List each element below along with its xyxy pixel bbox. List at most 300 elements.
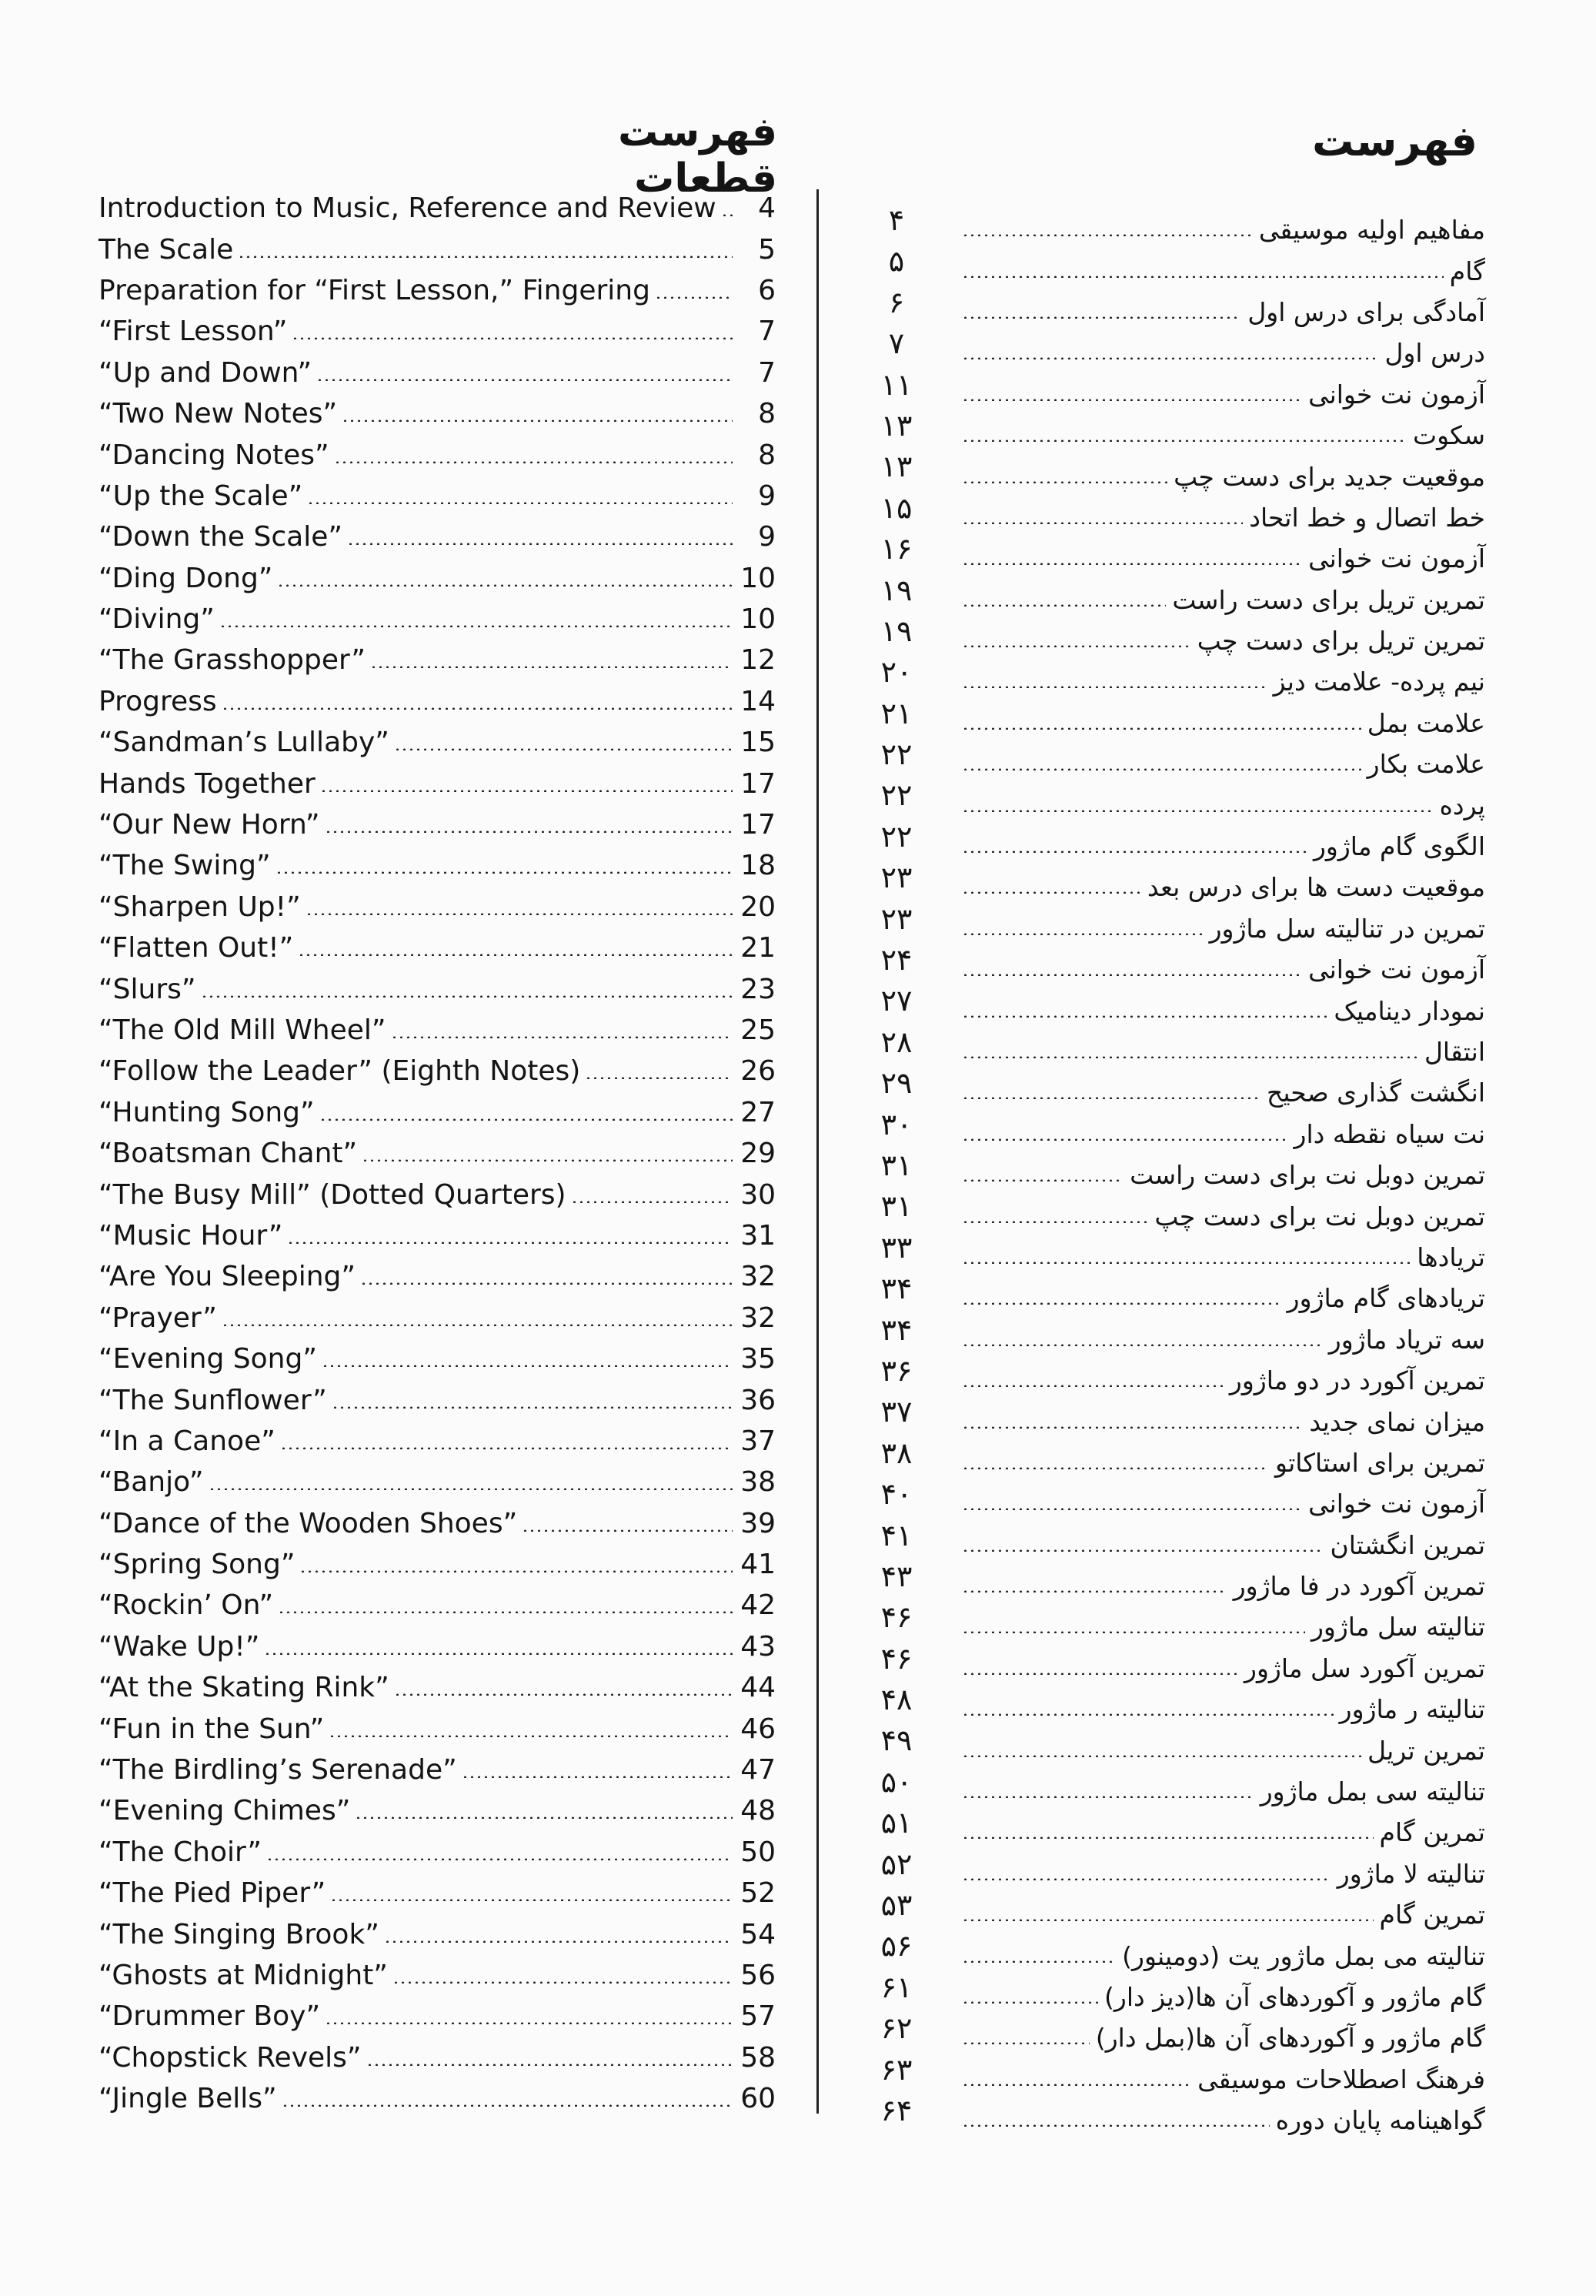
dot-leader — [391, 1036, 733, 1038]
index-entry-title: نیم پرده- علامت دیز — [1273, 667, 1485, 697]
index-entry-title: انتقال — [1424, 1037, 1485, 1067]
index-entry-title: درس اول — [1384, 338, 1485, 369]
piece-page-number: 60 — [740, 2083, 776, 2115]
piece-entry — [98, 1626, 776, 1667]
index-entry-title: موقعیت دست ها برای درس بعد — [1147, 872, 1485, 903]
piece-title: “Two New Notes” — [98, 398, 338, 430]
piece-page-number: 7 — [758, 316, 776, 348]
piece-page-number: 57 — [740, 2000, 776, 2033]
piece-title: “Sharpen Up!” — [98, 891, 301, 923]
piece-title: “Rockin’ On” — [98, 1589, 274, 1622]
index-page-number: ۶۱ — [880, 1970, 913, 2004]
dot-leader — [298, 954, 733, 956]
index-entry-title: پرده — [1439, 790, 1485, 820]
index-page-number: ۶۲ — [880, 2011, 913, 2046]
dot-leader — [394, 1693, 733, 1696]
index-page-number: ۲۷ — [880, 984, 913, 1018]
dot-leader — [721, 214, 733, 216]
index-entry-title: تریادها — [1417, 1242, 1485, 1272]
piece-page-number: 39 — [740, 1507, 776, 1539]
index-entry — [962, 2017, 1485, 2058]
index-entry-title: تمرین آکورد در فا ماژور — [1233, 1571, 1485, 1602]
index-entry-title: تنالیته سل ماژور — [1311, 1612, 1485, 1643]
dot-leader — [962, 1056, 1418, 1058]
index-page-number: ۶۴ — [880, 2093, 913, 2127]
index-entry — [962, 1483, 1485, 1524]
index-entry — [962, 1853, 1485, 1894]
piece-page-number: 47 — [740, 1754, 776, 1786]
index-entry — [962, 1730, 1485, 1770]
piece-title: “Banjo” — [98, 1466, 204, 1499]
dot-leader — [366, 2064, 733, 2066]
piece-title: Progress — [98, 685, 217, 717]
index-entry-title: تمرین آکورد سل ماژور — [1244, 1653, 1485, 1683]
dot-leader — [962, 1673, 1238, 1675]
piece-title: “Our New Horn” — [98, 809, 320, 841]
piece-entry — [98, 1832, 776, 1873]
dot-leader — [347, 543, 733, 545]
piece-title: “Flatten Out!” — [98, 932, 294, 964]
dot-leader — [330, 1899, 733, 1901]
dot-leader — [394, 748, 733, 750]
piece-entry — [98, 229, 776, 269]
index-entry — [962, 250, 1485, 291]
index-page-number: ۴۶ — [880, 1641, 913, 1676]
index-entry — [962, 497, 1485, 538]
piece-entry — [98, 1338, 776, 1379]
dot-leader — [962, 1549, 1324, 1552]
piece-title: “Prayer” — [98, 1302, 217, 1334]
dot-leader — [962, 891, 1141, 894]
index-page-number: ۳۱ — [880, 1148, 913, 1182]
index-page-number: ۳۷ — [880, 1395, 913, 1429]
index-page-number: ۴۰ — [880, 1477, 913, 1512]
index-entry-title: آزمون نت خوانی — [1308, 1489, 1485, 1519]
piece-page-number: 52 — [740, 1877, 776, 1910]
dot-leader — [962, 481, 1167, 483]
index-entry-title: تریادهای گام ماژور — [1287, 1283, 1485, 1314]
dot-leader — [962, 1755, 1361, 1757]
dot-leader — [962, 1878, 1331, 1880]
index-page-number: ۵۲ — [880, 1846, 913, 1881]
index-page-number: ۲۲ — [880, 819, 913, 854]
index-entry-title: آزمون نت خوانی — [1308, 543, 1485, 574]
dot-leader — [962, 727, 1361, 730]
piece-entry — [98, 927, 776, 968]
piece-entry — [98, 968, 776, 1009]
piece-page-number: 6 — [758, 274, 776, 306]
dot-leader — [462, 1776, 733, 1778]
index-entry-title: تمرین دوبل نت برای دست راست — [1130, 1160, 1485, 1191]
piece-title: “Chopstick Revels” — [98, 2041, 362, 2074]
piece-title: “The Singing Brook” — [98, 1918, 379, 1950]
index-entry-title: تنالیته لا ماژور — [1337, 1858, 1485, 1889]
index-page-number: ۳۱ — [880, 1189, 913, 1224]
piece-title: “Jingle Bells” — [98, 2083, 277, 2115]
piece-page-number: 4 — [758, 192, 776, 225]
dot-leader — [287, 1242, 733, 1244]
dot-leader — [962, 810, 1434, 812]
dot-leader — [962, 234, 1253, 236]
dot-leader — [264, 1653, 733, 1655]
dot-leader — [962, 974, 1302, 976]
piece-title: “Spring Song” — [98, 1549, 295, 1581]
piece-entry — [98, 1708, 776, 1749]
dot-leader — [962, 1919, 1374, 1921]
dot-leader — [962, 686, 1267, 688]
piece-title: “Music Hour” — [98, 1219, 283, 1252]
piece-entry — [98, 763, 776, 804]
index-entry — [962, 1648, 1485, 1689]
piece-page-number: 18 — [740, 850, 776, 882]
index-entry-title: مفاهیم اولیه موسیقی — [1258, 215, 1485, 246]
index-entry-title: گواهینامه پایان دوره — [1275, 2105, 1485, 2136]
index-entry — [962, 374, 1485, 415]
dot-leader — [962, 1960, 1116, 1963]
index-entry-title: تمرین تریل — [1367, 1735, 1485, 1766]
index-entry-title: تنالیته ر ماژور — [1339, 1694, 1485, 1725]
index-entry — [962, 1319, 1485, 1360]
piece-title: “Fun in the Sun” — [98, 1713, 325, 1745]
dot-leader — [962, 2042, 1090, 2044]
index-entry-title: گام ماژور و آکوردهای آن ها(بمل دار) — [1095, 2023, 1485, 2054]
dot-leader — [222, 707, 733, 710]
index-page-number: ۱۶ — [880, 532, 913, 566]
piece-entry — [98, 476, 776, 516]
dot-leader — [342, 419, 733, 422]
piece-page-number: 23 — [740, 973, 776, 1005]
dot-leader — [962, 1262, 1411, 1264]
piece-page-number: 26 — [740, 1055, 776, 1088]
dot-leader — [360, 1282, 733, 1285]
piece-entry — [98, 393, 776, 434]
dot-leader — [329, 1735, 733, 1737]
dot-leader — [962, 1796, 1254, 1798]
piece-entry — [98, 1873, 776, 1913]
index-entry-title: سکوت — [1413, 420, 1485, 451]
dot-leader — [585, 1077, 733, 1079]
index-page-number: ۲۰ — [880, 655, 913, 690]
piece-entry — [98, 1667, 776, 1708]
column-divider — [816, 189, 819, 2114]
piece-title: “Wake Up!” — [98, 1630, 260, 1663]
index-page-number: ۱۳ — [880, 408, 913, 443]
index-entry-title: تمرین گام — [1379, 1817, 1485, 1848]
index-entry — [962, 784, 1485, 825]
dot-leader — [962, 563, 1302, 565]
piece-title: “The Swing” — [98, 850, 271, 882]
piece-page-number: 15 — [740, 727, 776, 759]
index-page-number: ۲۲ — [880, 778, 913, 813]
piece-title: “Boatsman Chant” — [98, 1138, 358, 1170]
piece-entry — [98, 270, 776, 311]
index-entry — [962, 703, 1485, 744]
index-entry — [962, 990, 1485, 1031]
index-page-number: ۵۱ — [880, 1806, 913, 1840]
piece-page-number: 17 — [740, 809, 776, 841]
piece-title: “Diving” — [98, 603, 215, 636]
piece-entry — [98, 1092, 776, 1133]
index-entry — [962, 744, 1485, 784]
index-entry — [962, 209, 1485, 250]
index-entry-title: تمرین آکورد در دو ماژور — [1229, 1365, 1485, 1396]
index-page-number: ۱۹ — [880, 573, 913, 607]
index-entry — [962, 2100, 1485, 2141]
index-entry — [962, 1771, 1485, 1812]
index-entry — [962, 1812, 1485, 1853]
piece-title: “First Lesson” — [98, 316, 288, 348]
index-entry-title: گام — [1449, 256, 1485, 286]
piece-entry — [98, 1010, 776, 1051]
piece-title: “Evening Song” — [98, 1343, 317, 1375]
piece-title: “Are You Sleeping” — [98, 1261, 356, 1293]
piece-title: “Ding Dong” — [98, 562, 273, 594]
index-entry — [962, 2059, 1485, 2100]
dot-leader — [219, 625, 733, 627]
index-entry-title: علامت بمل — [1367, 707, 1485, 738]
piece-page-number: 56 — [740, 1959, 776, 1991]
index-entry-title: گام ماژور و آکوردهای آن ها(دیز دار) — [1104, 1981, 1485, 2012]
piece-page-number: 8 — [758, 398, 776, 430]
dot-leader — [962, 1426, 1303, 1429]
dot-leader — [962, 439, 1407, 442]
index-page-number: ۳۶ — [880, 1353, 913, 1388]
index-entry-title: تمرین دوبل نت برای دست چپ — [1154, 1201, 1485, 1232]
piece-page-number: 21 — [740, 932, 776, 964]
index-entry — [962, 620, 1485, 661]
dot-leader — [962, 2001, 1098, 2004]
index-entry — [962, 1114, 1485, 1155]
dot-leader — [522, 1529, 733, 1532]
piece-page-number: 10 — [740, 603, 776, 636]
piece-entry — [98, 1421, 776, 1462]
dot-leader — [201, 995, 733, 998]
piece-title: “The Busy Mill” (Dotted Quarters) — [98, 1178, 566, 1211]
index-entry-title: انگشت گذاری صحیح — [1267, 1078, 1485, 1108]
piece-title: “Hunting Song” — [98, 1096, 315, 1128]
index-entry — [962, 826, 1485, 867]
piece-entry — [98, 1133, 776, 1174]
dot-leader — [209, 1488, 733, 1490]
index-entry-title: فرهنگ اصطلاحات موسیقی — [1197, 2064, 1485, 2094]
index-entry — [962, 661, 1485, 702]
index-page-number: ۴۸ — [880, 1683, 913, 1717]
piece-page-number: 9 — [758, 480, 776, 512]
dot-leader — [282, 2104, 733, 2107]
index-entry — [962, 1401, 1485, 1442]
piece-entry — [98, 1996, 776, 2037]
piece-page-number: 36 — [740, 1384, 776, 1416]
piece-entry — [98, 1585, 776, 1626]
dot-leader — [332, 1406, 733, 1409]
piece-entry — [98, 516, 776, 557]
index-entry — [962, 1195, 1485, 1236]
piece-entry — [98, 599, 776, 640]
index-entry-title: تنالیته می بمل ماژور یت (دومینور) — [1122, 1940, 1485, 1971]
dot-leader — [962, 645, 1191, 647]
index-list — [962, 209, 1485, 2141]
index-page-number: ۲۱ — [880, 696, 913, 730]
piece-title: “Follow the Leader” (Eighth Notes) — [98, 1055, 581, 1088]
index-page-number: ۲۸ — [880, 1024, 913, 1059]
index-page-number: ۶۳ — [880, 2052, 913, 2087]
piece-entry — [98, 1750, 776, 1790]
dot-leader — [278, 1611, 733, 1613]
pieces-list — [98, 188, 776, 2119]
piece-entry — [98, 640, 776, 680]
index-page-number: ۵۰ — [880, 1764, 913, 1799]
piece-page-number: 29 — [740, 1138, 776, 1170]
piece-entry — [98, 1955, 776, 1996]
piece-page-number: 54 — [740, 1918, 776, 1950]
index-entry-title: خط اتصال و خط اتحاد — [1249, 502, 1485, 533]
index-entry-title: نت سیاه نقطه دار — [1294, 1118, 1485, 1149]
index-entry-title: میزان نمای جدید — [1309, 1406, 1485, 1437]
index-page-number: ۲۴ — [880, 943, 913, 978]
dot-leader — [655, 296, 733, 299]
dot-leader — [384, 1940, 733, 1943]
piece-page-number: 30 — [740, 1178, 776, 1211]
piece-page-number: 46 — [740, 1713, 776, 1745]
index-entry — [962, 1155, 1485, 1195]
index-page-number: ۳۳ — [880, 1230, 913, 1265]
index-entry — [962, 1689, 1485, 1730]
piece-page-number: 37 — [740, 1425, 776, 1457]
piece-title: “Down the Scale” — [98, 521, 343, 553]
index-page-number: ۵۳ — [880, 1888, 913, 1923]
index-title: فهرست — [1312, 117, 1477, 165]
index-page-number: ۴۶ — [880, 1600, 913, 1635]
dot-leader — [962, 1508, 1302, 1510]
piece-title: “The Sunflower” — [98, 1384, 327, 1416]
piece-entry — [98, 353, 776, 393]
piece-title: “At the Skating Rink” — [98, 1672, 389, 1704]
piece-title: “The Choir” — [98, 1836, 262, 1868]
index-page-number: ۱۹ — [880, 613, 913, 648]
dot-leader — [962, 768, 1361, 770]
index-entry-title: نمودار دینامیک — [1334, 995, 1485, 1026]
index-entry — [962, 333, 1485, 373]
index-entry — [962, 1360, 1485, 1401]
piece-page-number: 20 — [740, 891, 776, 923]
index-page-number: ۳۴ — [880, 1312, 913, 1347]
index-page-number: ۵ — [888, 244, 905, 279]
piece-entry — [98, 681, 776, 722]
piece-page-number: 42 — [740, 1589, 776, 1622]
piece-page-number: 7 — [758, 356, 776, 389]
index-entry-title: موقعیت جدید برای دست چپ — [1174, 461, 1485, 492]
piece-page-number: 17 — [740, 767, 776, 800]
index-entry — [962, 456, 1485, 496]
index-page-number: ۶ — [888, 285, 905, 319]
piece-page-number: 12 — [740, 644, 776, 677]
piece-page-number: 44 — [740, 1672, 776, 1704]
dot-leader — [962, 276, 1444, 278]
piece-title: Introduction to Music, Reference and Review — [98, 192, 716, 225]
piece-page-number: 35 — [740, 1343, 776, 1375]
piece-page-number: 31 — [740, 1219, 776, 1252]
dot-leader — [392, 1981, 733, 1984]
index-entry — [962, 538, 1485, 579]
dot-leader — [334, 461, 733, 463]
dot-leader — [370, 666, 733, 668]
dot-leader — [962, 1385, 1224, 1387]
piece-title: “Drummer Boy” — [98, 2000, 321, 2033]
dot-leader — [962, 1097, 1260, 1099]
index-entry — [962, 908, 1485, 949]
piece-page-number: 10 — [740, 562, 776, 594]
index-entry — [962, 1442, 1485, 1483]
index-page-number: ۳۸ — [880, 1435, 913, 1470]
piece-title: Preparation for “First Lesson,” Fingering — [98, 274, 650, 306]
index-entry-title: تمرین تریل برای دست چپ — [1197, 626, 1485, 657]
index-page-number: ۳۴ — [880, 1272, 913, 1306]
piece-page-number: 41 — [740, 1549, 776, 1581]
index-entry — [962, 1031, 1485, 1072]
index-page-number: ۲۳ — [880, 861, 913, 895]
index-entry — [962, 415, 1485, 456]
piece-entry — [98, 2078, 776, 2119]
index-entry-title: آزمون نت خوانی — [1308, 954, 1485, 985]
piece-entry — [98, 722, 776, 763]
piece-entry — [98, 2037, 776, 2078]
index-entry — [962, 867, 1485, 907]
index-entry — [962, 292, 1485, 333]
index-entry — [962, 1566, 1485, 1606]
piece-entry — [98, 1174, 776, 1215]
index-page-number: ۱۱ — [880, 367, 913, 402]
dot-leader — [962, 399, 1302, 401]
piece-entry — [98, 887, 776, 927]
piece-title: “Up and Down” — [98, 356, 312, 389]
piece-title: “The Birdling’s Serenade” — [98, 1754, 457, 1786]
piece-entry — [98, 1544, 776, 1585]
piece-entry — [98, 558, 776, 599]
piece-page-number: 5 — [758, 233, 776, 266]
piece-entry — [98, 434, 776, 475]
dot-leader — [325, 2022, 733, 2024]
piece-title: Hands Together — [98, 767, 316, 800]
index-entry-title: آزمون نت خوانی — [1308, 379, 1485, 409]
dot-leader — [266, 1858, 733, 1860]
dot-leader — [962, 357, 1379, 359]
index-entry-title: علامت بکار — [1367, 749, 1485, 780]
index-page-number: ۳۰ — [880, 1107, 913, 1141]
index-entry — [962, 949, 1485, 990]
dot-leader — [319, 1118, 733, 1121]
piece-entry — [98, 1462, 776, 1502]
piece-title: “Sandman’s Lullaby” — [98, 727, 389, 759]
dot-leader — [962, 1836, 1374, 1839]
piece-title: “The Grasshopper” — [98, 644, 366, 677]
piece-page-number: 14 — [740, 685, 776, 717]
piece-page-number: 43 — [740, 1630, 776, 1663]
piece-page-number: 9 — [758, 521, 776, 553]
piece-page-number: 48 — [740, 1795, 776, 1827]
index-entry-title: آمادگی برای درس اول — [1247, 296, 1485, 327]
piece-page-number: 32 — [740, 1302, 776, 1334]
index-entry-title: تمرین تریل برای دست راست — [1172, 584, 1485, 615]
piece-entry — [98, 311, 776, 352]
index-page-number: ۴۳ — [880, 1559, 913, 1593]
dot-leader — [316, 379, 733, 381]
piece-title: “Dance of the Wooden Shoes” — [98, 1507, 518, 1539]
index-page-number: ۵۶ — [880, 1929, 913, 1963]
dot-leader — [325, 831, 733, 833]
dot-leader — [962, 1467, 1269, 1469]
index-page-number: ۴۹ — [880, 1723, 913, 1758]
index-entry — [962, 1072, 1485, 1113]
